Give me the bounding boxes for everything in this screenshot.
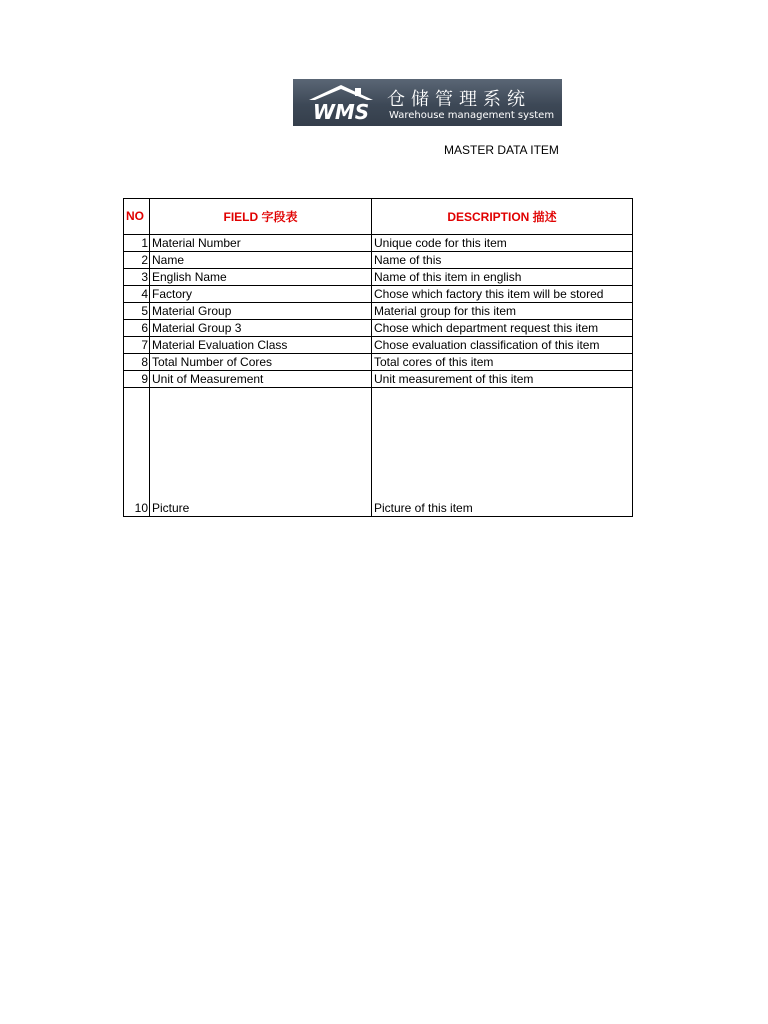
row-description: Chose which department request this item <box>372 320 633 337</box>
row-number: 4 <box>124 286 150 303</box>
row-number: 3 <box>124 269 150 286</box>
row-number: 2 <box>124 252 150 269</box>
table-row <box>124 286 633 303</box>
table-row <box>124 337 633 354</box>
table-row <box>124 354 633 371</box>
row-field: Material Group <box>150 303 372 320</box>
row-description: Total cores of this item <box>372 354 633 371</box>
row-number: 5 <box>124 303 150 320</box>
table-row <box>124 303 633 320</box>
row-description: Chose evaluation classification of this item <box>372 337 633 354</box>
header-description: DESCRIPTION 描述 <box>372 199 633 235</box>
table-row <box>124 269 633 286</box>
row-field: Name <box>150 252 372 269</box>
table-row <box>124 252 633 269</box>
row-description: Name of this <box>372 252 633 269</box>
header-no: NO <box>124 199 150 235</box>
row-description: Unique code for this item <box>372 235 633 252</box>
row-number: 1 <box>124 235 150 252</box>
row-field: Material Group 3 <box>150 320 372 337</box>
row-description: Picture of this item <box>372 388 633 517</box>
row-field: Picture <box>150 388 372 517</box>
row-field: English Name <box>150 269 372 286</box>
row-field: Factory <box>150 286 372 303</box>
row-number: 10 <box>124 388 150 517</box>
row-number: 6 <box>124 320 150 337</box>
table-row <box>124 371 633 388</box>
wms-logo <box>293 79 562 126</box>
row-field: Material Number <box>150 235 372 252</box>
row-field: Total Number of Cores <box>150 354 372 371</box>
warehouse-house-icon <box>303 83 379 123</box>
logo-english-subtitle: Warehouse management system <box>389 110 555 121</box>
row-field: Material Evaluation Class <box>150 337 372 354</box>
table-row <box>124 235 633 252</box>
logo-chinese-title: 仓储管理系统 <box>387 89 531 110</box>
document-title: MASTER DATA ITEM <box>444 143 559 157</box>
row-number: 9 <box>124 371 150 388</box>
row-field: Unit of Measurement <box>150 371 372 388</box>
header-field: FIELD 字段表 <box>150 199 372 235</box>
logo-mark-text: WMS <box>312 100 370 123</box>
row-description: Unit measurement of this item <box>372 371 633 388</box>
row-number: 8 <box>124 354 150 371</box>
table-row <box>124 320 633 337</box>
row-description: Material group for this item <box>372 303 633 320</box>
master-data-table <box>123 198 633 517</box>
row-description: Name of this item in english <box>372 269 633 286</box>
row-number: 7 <box>124 337 150 354</box>
table-row <box>124 388 633 517</box>
row-description: Chose which factory this item will be stored <box>372 286 633 303</box>
table-header-row <box>124 199 633 235</box>
